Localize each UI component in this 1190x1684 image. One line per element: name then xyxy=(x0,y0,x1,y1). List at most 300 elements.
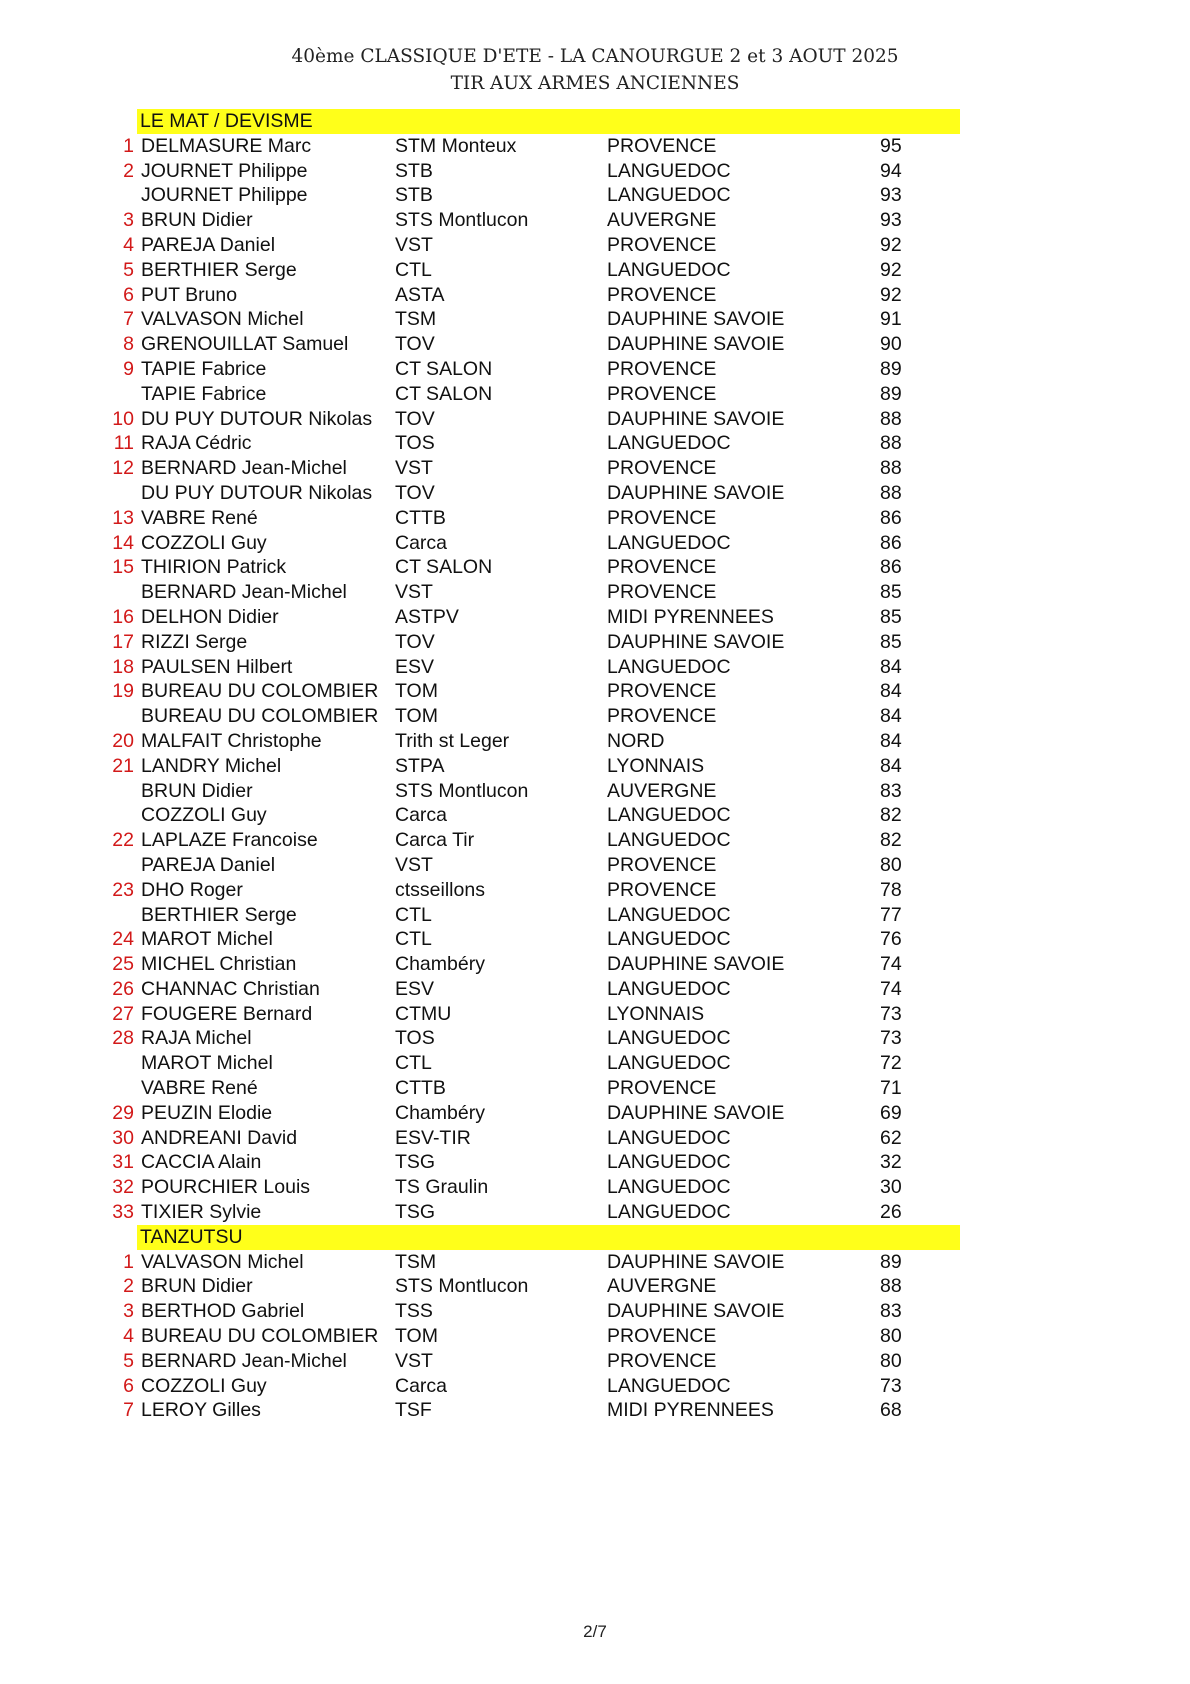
table-row xyxy=(0,977,1190,1002)
score-cell: 88 xyxy=(880,407,902,430)
table-row xyxy=(0,1398,1190,1423)
club-cell: Chambéry xyxy=(395,953,485,976)
rank-cell: 1 xyxy=(123,1250,134,1273)
score-cell: 82 xyxy=(880,804,902,827)
name-cell: RIZZI Serge xyxy=(141,630,248,653)
name-cell: BERNARD Jean-Michel xyxy=(141,1349,347,1372)
table-row xyxy=(0,307,1190,332)
region-cell: DAUPHINE SAVOIE xyxy=(607,1300,785,1323)
name-cell: THIRION Patrick xyxy=(141,556,287,579)
region-cell: PROVENCE xyxy=(607,357,717,380)
score-cell: 78 xyxy=(880,878,902,901)
region-cell: LANGUEDOC xyxy=(607,1374,731,1397)
name-cell: PAREJA Daniel xyxy=(141,853,276,876)
table-row xyxy=(0,382,1190,407)
club-cell: TOM xyxy=(395,705,438,728)
name-cell: BERTHIER Serge xyxy=(141,258,297,281)
name-cell: VALVASON Michel xyxy=(141,308,304,331)
table-row xyxy=(0,605,1190,630)
region-cell: LYONNAIS xyxy=(607,754,705,777)
table-row xyxy=(0,208,1190,233)
name-cell: RAJA Michel xyxy=(141,1027,252,1050)
rank-cell: 19 xyxy=(112,680,134,703)
table-row xyxy=(0,233,1190,258)
score-cell: 88 xyxy=(880,481,902,504)
name-cell: LEROY Gilles xyxy=(141,1399,261,1422)
table-row xyxy=(0,754,1190,779)
name-cell: POURCHIER Louis xyxy=(141,1176,311,1199)
region-cell: PROVENCE xyxy=(607,1077,717,1100)
score-cell: 88 xyxy=(880,432,902,455)
rank-cell: 2 xyxy=(123,159,134,182)
table-row xyxy=(0,283,1190,308)
name-cell: TAPIE Fabrice xyxy=(141,357,267,380)
name-cell: ANDREANI David xyxy=(141,1126,298,1149)
table-row xyxy=(0,803,1190,828)
region-cell: LANGUEDOC xyxy=(607,184,731,207)
club-cell: CTTB xyxy=(395,506,446,529)
score-cell: 88 xyxy=(880,457,902,480)
name-cell: BERNARD Jean-Michel xyxy=(141,581,347,604)
rank-cell: 28 xyxy=(112,1027,134,1050)
table-row xyxy=(0,1250,1190,1275)
table-row xyxy=(0,1026,1190,1051)
score-cell: 88 xyxy=(880,1275,902,1298)
name-cell: DHO Roger xyxy=(141,878,243,901)
name-cell: PUT Bruno xyxy=(141,283,238,306)
region-cell: DAUPHINE SAVOIE xyxy=(607,630,785,653)
region-cell: PROVENCE xyxy=(607,382,717,405)
club-cell: STS Montlucon xyxy=(395,209,529,232)
rank-cell: 30 xyxy=(112,1126,134,1149)
table-row xyxy=(0,952,1190,977)
region-cell: LYONNAIS xyxy=(607,1002,705,1025)
name-cell: BUREAU DU COLOMBIER xyxy=(141,705,379,728)
score-cell: 30 xyxy=(880,1176,902,1199)
rank-cell: 3 xyxy=(123,209,134,232)
club-cell: TSF xyxy=(395,1399,432,1422)
region-cell: PROVENCE xyxy=(607,506,717,529)
region-cell: PROVENCE xyxy=(607,283,717,306)
rank-cell: 4 xyxy=(123,233,134,256)
region-cell: AUVERGNE xyxy=(607,1275,717,1298)
table-row xyxy=(0,481,1190,506)
score-cell: 69 xyxy=(880,1101,902,1124)
region-cell: LANGUEDOC xyxy=(607,531,731,554)
table-row xyxy=(0,258,1190,283)
table-row xyxy=(0,729,1190,754)
region-cell: LANGUEDOC xyxy=(607,258,731,281)
table-row xyxy=(0,1299,1190,1324)
name-cell: JOURNET Philippe xyxy=(141,184,308,207)
name-cell: PEUZIN Elodie xyxy=(141,1101,273,1124)
region-cell: LANGUEDOC xyxy=(607,1176,731,1199)
score-cell: 32 xyxy=(880,1151,902,1174)
rank-cell: 25 xyxy=(112,953,134,976)
club-cell: Carca xyxy=(395,531,448,554)
table-row xyxy=(0,828,1190,853)
score-cell: 91 xyxy=(880,308,902,331)
table-row xyxy=(0,655,1190,680)
name-cell: BUREAU DU COLOMBIER xyxy=(141,1325,379,1348)
score-cell: 86 xyxy=(880,531,902,554)
name-cell: PAREJA Daniel xyxy=(141,233,276,256)
section-header: TANZUTSU xyxy=(137,1225,960,1250)
region-cell: AUVERGNE xyxy=(607,209,717,232)
region-cell: LANGUEDOC xyxy=(607,1201,731,1224)
score-cell: 84 xyxy=(880,729,902,752)
club-cell: TSG xyxy=(395,1151,436,1174)
score-cell: 89 xyxy=(880,1250,902,1273)
score-cell: 84 xyxy=(880,705,902,728)
name-cell: RAJA Cédric xyxy=(141,432,252,455)
score-cell: 26 xyxy=(880,1201,902,1224)
rank-cell: 8 xyxy=(123,333,134,356)
table-row xyxy=(0,1076,1190,1101)
name-cell: DELMASURE Marc xyxy=(141,134,312,157)
score-cell: 82 xyxy=(880,829,902,852)
name-cell: COZZOLI Guy xyxy=(141,531,267,554)
club-cell: STS Montlucon xyxy=(395,779,529,802)
club-cell: TSM xyxy=(395,308,437,331)
table-row xyxy=(0,159,1190,184)
rank-cell: 1 xyxy=(123,134,134,157)
rank-cell: 21 xyxy=(112,754,134,777)
region-cell: LANGUEDOC xyxy=(607,1126,731,1149)
name-cell: TAPIE Fabrice xyxy=(141,382,267,405)
score-cell: 74 xyxy=(880,953,902,976)
region-cell: LANGUEDOC xyxy=(607,159,731,182)
region-cell: LANGUEDOC xyxy=(607,977,731,1000)
rank-cell: 33 xyxy=(112,1201,134,1224)
name-cell: MAROT Michel xyxy=(141,1052,273,1075)
club-cell: VST xyxy=(395,1349,433,1372)
name-cell: DELHON Didier xyxy=(141,605,279,628)
club-cell: STM Monteux xyxy=(395,134,517,157)
club-cell: TOV xyxy=(395,407,435,430)
rank-cell: 4 xyxy=(123,1325,134,1348)
table-row xyxy=(0,580,1190,605)
score-cell: 68 xyxy=(880,1399,902,1422)
table-row xyxy=(0,456,1190,481)
club-cell: ASTPV xyxy=(395,605,459,628)
score-cell: 62 xyxy=(880,1126,902,1149)
name-cell: DU PUY DUTOUR Nikolas xyxy=(141,481,373,504)
name-cell: LAPLAZE Francoise xyxy=(141,829,318,852)
region-cell: DAUPHINE SAVOIE xyxy=(607,308,785,331)
score-cell: 89 xyxy=(880,357,902,380)
score-cell: 85 xyxy=(880,581,902,604)
name-cell: BERTHOD Gabriel xyxy=(141,1300,305,1323)
rank-cell: 11 xyxy=(113,432,134,455)
club-cell: CTL xyxy=(395,903,432,926)
document-title: 40ème CLASSIQUE D'ETE - LA CANOURGUE 2 et 3 AOUT 2025 xyxy=(291,46,899,67)
name-cell: JOURNET Philippe xyxy=(141,159,308,182)
club-cell: CT SALON xyxy=(395,357,493,380)
rank-cell: 5 xyxy=(123,258,134,281)
region-cell: AUVERGNE xyxy=(607,779,717,802)
score-cell: 73 xyxy=(880,1002,902,1025)
region-cell: PROVENCE xyxy=(607,1349,717,1372)
name-cell: DU PUY DUTOUR Nikolas xyxy=(141,407,373,430)
name-cell: BERTHIER Serge xyxy=(141,903,297,926)
score-cell: 73 xyxy=(880,1027,902,1050)
rank-cell: 24 xyxy=(112,928,134,951)
club-cell: TOV xyxy=(395,481,435,504)
score-cell: 77 xyxy=(880,903,902,926)
club-cell: VST xyxy=(395,581,433,604)
name-cell: GRENOUILLAT Samuel xyxy=(141,333,349,356)
rank-cell: 13 xyxy=(112,506,134,529)
club-cell: CTL xyxy=(395,1052,432,1075)
club-cell: TOV xyxy=(395,333,435,356)
rank-cell: 31 xyxy=(112,1151,134,1174)
page-number: 2/7 xyxy=(583,1622,607,1641)
name-cell: CACCIA Alain xyxy=(141,1151,262,1174)
results-table xyxy=(0,109,1190,1423)
club-cell: STB xyxy=(395,159,433,182)
score-cell: 84 xyxy=(880,680,902,703)
table-row xyxy=(0,679,1190,704)
table-row xyxy=(0,1002,1190,1027)
table-row xyxy=(0,1150,1190,1175)
score-cell: 93 xyxy=(880,209,902,232)
rank-cell: 12 xyxy=(112,457,134,480)
region-cell: LANGUEDOC xyxy=(607,432,731,455)
name-cell: VALVASON Michel xyxy=(141,1250,304,1273)
club-cell: TOM xyxy=(395,680,438,703)
club-cell: Carca xyxy=(395,1374,448,1397)
name-cell: CHANNAC Christian xyxy=(141,977,320,1000)
score-cell: 95 xyxy=(880,134,902,157)
region-cell: PROVENCE xyxy=(607,705,717,728)
club-cell: CTTB xyxy=(395,1077,446,1100)
score-cell: 90 xyxy=(880,333,902,356)
table-row xyxy=(0,1101,1190,1126)
name-cell: PAULSEN Hilbert xyxy=(141,655,293,678)
club-cell: TSS xyxy=(395,1300,433,1323)
score-cell: 71 xyxy=(880,1077,902,1100)
rank-cell: 5 xyxy=(123,1349,134,1372)
name-cell: COZZOLI Guy xyxy=(141,804,267,827)
table-row xyxy=(0,555,1190,580)
club-cell: STPA xyxy=(395,754,445,777)
score-cell: 86 xyxy=(880,556,902,579)
name-cell: BUREAU DU COLOMBIER xyxy=(141,680,379,703)
score-cell: 89 xyxy=(880,382,902,405)
table-row xyxy=(0,1051,1190,1076)
rank-cell: 22 xyxy=(112,829,134,852)
table-row xyxy=(0,407,1190,432)
region-cell: DAUPHINE SAVOIE xyxy=(607,481,785,504)
table-row xyxy=(0,779,1190,804)
rank-cell: 6 xyxy=(123,1374,134,1397)
score-cell: 85 xyxy=(880,630,902,653)
score-cell: 94 xyxy=(880,159,902,182)
score-cell: 76 xyxy=(880,928,902,951)
club-cell: VST xyxy=(395,853,433,876)
region-cell: PROVENCE xyxy=(607,1325,717,1348)
name-cell: MALFAIT Christophe xyxy=(141,729,322,752)
club-cell: TS Graulin xyxy=(395,1176,489,1199)
rank-cell: 6 xyxy=(123,283,134,306)
score-cell: 83 xyxy=(880,1300,902,1323)
club-cell: ESV xyxy=(395,655,435,678)
score-cell: 93 xyxy=(880,184,902,207)
name-cell: BERNARD Jean-Michel xyxy=(141,457,347,480)
region-cell: DAUPHINE SAVOIE xyxy=(607,333,785,356)
region-cell: PROVENCE xyxy=(607,457,717,480)
rank-cell: 18 xyxy=(112,655,134,678)
score-cell: 92 xyxy=(880,283,902,306)
rank-cell: 14 xyxy=(112,531,134,554)
region-cell: NORD xyxy=(607,729,665,752)
region-cell: LANGUEDOC xyxy=(607,804,731,827)
region-cell: DAUPHINE SAVOIE xyxy=(607,1101,785,1124)
region-cell: PROVENCE xyxy=(607,680,717,703)
region-cell: LANGUEDOC xyxy=(607,928,731,951)
section-header: LE MAT / DEVISME xyxy=(137,109,960,134)
club-cell: ESV xyxy=(395,977,435,1000)
table-row xyxy=(0,431,1190,456)
club-cell: ctsseillons xyxy=(395,878,485,901)
club-cell: Carca xyxy=(395,804,448,827)
region-cell: PROVENCE xyxy=(607,581,717,604)
club-cell: CTL xyxy=(395,258,432,281)
table-row xyxy=(0,903,1190,928)
region-cell: PROVENCE xyxy=(607,853,717,876)
rank-cell: 27 xyxy=(112,1002,134,1025)
table-row xyxy=(0,630,1190,655)
score-cell: 80 xyxy=(880,1349,902,1372)
name-cell: BRUN Didier xyxy=(141,209,253,232)
table-row xyxy=(0,1374,1190,1399)
region-cell: DAUPHINE SAVOIE xyxy=(607,953,785,976)
table-row xyxy=(0,183,1190,208)
table-row xyxy=(0,506,1190,531)
club-cell: CT SALON xyxy=(395,556,493,579)
club-cell: VST xyxy=(395,233,433,256)
club-cell: TOS xyxy=(395,1027,435,1050)
rank-cell: 9 xyxy=(123,357,134,380)
rank-cell: 23 xyxy=(112,878,134,901)
score-cell: 73 xyxy=(880,1374,902,1397)
region-cell: PROVENCE xyxy=(607,134,717,157)
rank-cell: 16 xyxy=(112,605,134,628)
region-cell: PROVENCE xyxy=(607,233,717,256)
club-cell: Chambéry xyxy=(395,1101,485,1124)
club-cell: TOM xyxy=(395,1325,438,1348)
score-cell: 80 xyxy=(880,1325,902,1348)
table-row xyxy=(0,531,1190,556)
table-row xyxy=(0,357,1190,382)
table-row xyxy=(0,704,1190,729)
table-row xyxy=(0,1175,1190,1200)
club-cell: TSG xyxy=(395,1201,436,1224)
rank-cell: 29 xyxy=(112,1101,134,1124)
club-cell: CTL xyxy=(395,928,432,951)
region-cell: MIDI PYRENNEES xyxy=(607,1399,774,1422)
table-row xyxy=(0,1324,1190,1349)
name-cell: COZZOLI Guy xyxy=(141,1374,267,1397)
score-cell: 83 xyxy=(880,779,902,802)
table-row xyxy=(0,878,1190,903)
rank-cell: 32 xyxy=(112,1176,134,1199)
name-cell: VABRE René xyxy=(141,1077,258,1100)
score-cell: 80 xyxy=(880,853,902,876)
rank-cell: 26 xyxy=(112,977,134,1000)
table-row xyxy=(0,1274,1190,1299)
club-cell: Trith st Leger xyxy=(395,729,510,752)
table-row xyxy=(0,927,1190,952)
score-cell: 84 xyxy=(880,655,902,678)
rank-cell: 10 xyxy=(112,407,134,430)
score-cell: 74 xyxy=(880,977,902,1000)
score-cell: 84 xyxy=(880,754,902,777)
region-cell: LANGUEDOC xyxy=(607,1151,731,1174)
region-cell: LANGUEDOC xyxy=(607,1052,731,1075)
region-cell: DAUPHINE SAVOIE xyxy=(607,407,785,430)
region-cell: MIDI PYRENNEES xyxy=(607,605,774,628)
name-cell: VABRE René xyxy=(141,506,258,529)
score-cell: 72 xyxy=(880,1052,902,1075)
score-cell: 86 xyxy=(880,506,902,529)
club-cell: VST xyxy=(395,457,433,480)
rank-cell: 20 xyxy=(112,729,134,752)
table-row xyxy=(0,1349,1190,1374)
name-cell: BRUN Didier xyxy=(141,1275,253,1298)
region-cell: LANGUEDOC xyxy=(607,903,731,926)
name-cell: TIXIER Sylvie xyxy=(141,1201,262,1224)
region-cell: LANGUEDOC xyxy=(607,1027,731,1050)
name-cell: BRUN Didier xyxy=(141,779,253,802)
document-subtitle: TIR AUX ARMES ANCIENNES xyxy=(450,73,740,94)
club-cell: STS Montlucon xyxy=(395,1275,529,1298)
club-cell: TOV xyxy=(395,630,435,653)
rank-cell: 7 xyxy=(123,1399,134,1422)
region-cell: PROVENCE xyxy=(607,878,717,901)
club-cell: ASTA xyxy=(395,283,445,306)
region-cell: PROVENCE xyxy=(607,556,717,579)
club-cell: CT SALON xyxy=(395,382,493,405)
rank-cell: 17 xyxy=(112,630,134,653)
table-row xyxy=(0,332,1190,357)
club-cell: TOS xyxy=(395,432,435,455)
region-cell: DAUPHINE SAVOIE xyxy=(607,1250,785,1273)
score-cell: 85 xyxy=(880,605,902,628)
table-row xyxy=(0,853,1190,878)
name-cell: MAROT Michel xyxy=(141,928,273,951)
club-cell: STB xyxy=(395,184,433,207)
name-cell: MICHEL Christian xyxy=(141,953,297,976)
club-cell: TSM xyxy=(395,1250,437,1273)
rank-cell: 7 xyxy=(123,308,134,331)
table-row xyxy=(0,1200,1190,1225)
name-cell: FOUGERE Bernard xyxy=(141,1002,313,1025)
rank-cell: 15 xyxy=(112,556,134,579)
region-cell: LANGUEDOC xyxy=(607,829,731,852)
club-cell: CTMU xyxy=(395,1002,452,1025)
club-cell: ESV-TIR xyxy=(395,1126,471,1149)
name-cell: LANDRY Michel xyxy=(141,754,282,777)
table-row xyxy=(0,1126,1190,1151)
rank-cell: 3 xyxy=(123,1300,134,1323)
score-cell: 92 xyxy=(880,258,902,281)
region-cell: LANGUEDOC xyxy=(607,655,731,678)
club-cell: Carca Tir xyxy=(395,829,475,852)
rank-cell: 2 xyxy=(123,1275,134,1298)
score-cell: 92 xyxy=(880,233,902,256)
